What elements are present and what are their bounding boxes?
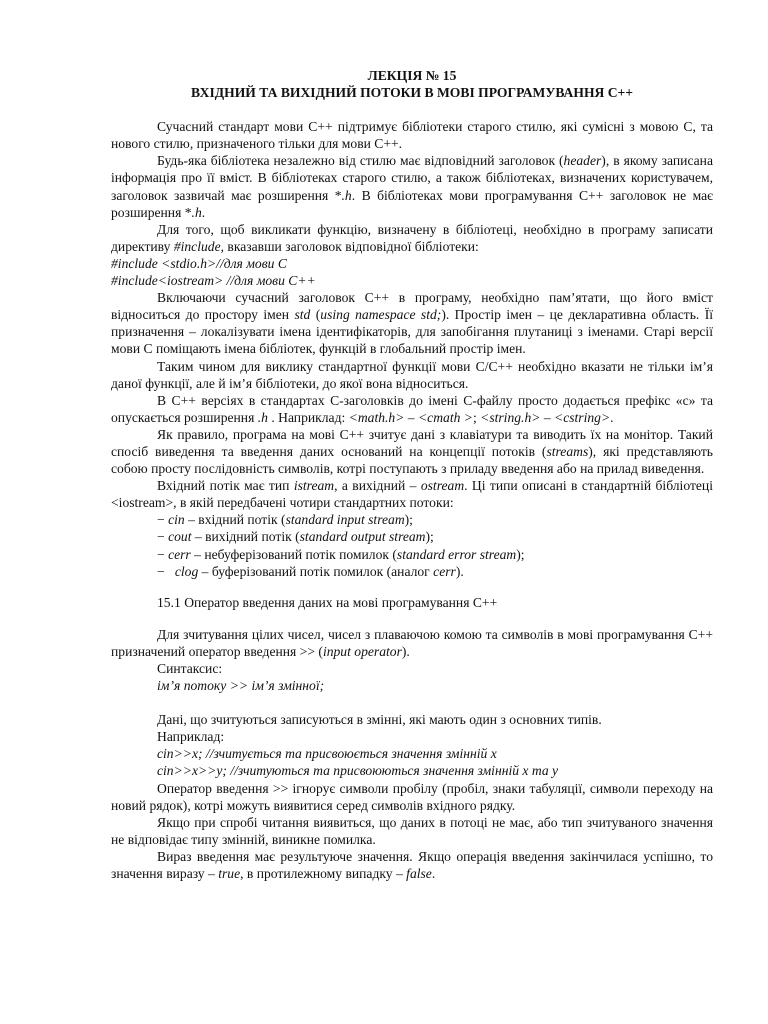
paragraph-11: Оператор введення >> ігнорує символи пробілу (пробіл, знаки табуляції, символи переходу на новий рядок), котрі можуть виявитися серед символів вхідного рядку. — [111, 780, 713, 813]
paragraph-8: Вхідний потік має тип istream, а вихідний – ostream. Ці типи описані в стандартній бібліотеці <iostream>, в якій передбачені чотири стандартних потоки: — [111, 478, 713, 511]
syntax-line: ім’я потоку >> ім’я змінної; — [157, 678, 325, 694]
lecture-number: ЛЕКЦІЯ № 15 — [367, 68, 457, 83]
example-line-1: cin>>x; //зчитується та присвоюється значення змінній x — [157, 746, 497, 762]
document-page — [111, 67, 713, 882]
paragraph-3: Для того, щоб викликати функцію, визначену в бібліотеці, необхідно в програму записати директиву #include, вказавши заголовок відповідної бібліотеки: — [111, 221, 713, 254]
list-item-cerr: − cerr – небуферізований потік помилок (standard error stream); — [157, 546, 525, 562]
paragraph-4: Включаючи сучасний заголовок С++ в програму, необхідно пам’ятати, що його вміст відноситься до простору імен std (using namespace std;). Простір імен – це декларативна область. Її призначення – локалізувати імена ідентифікаторів, для запобігання плутаниці з іменами. Старі версії мови С поміщають імена бібліотек, функцій в глобальний простір імен. — [111, 290, 713, 357]
paragraph-7: Як правило, програма на мові С++ зчитує дані з клавіатури та виводить їх на монітор. Такий спосіб виведення та введення даних оснований на концепції потоків (streams), які представляють собою просту послідовність символів, котрі поступають з приладу введення або на прилад виведення. — [111, 426, 713, 477]
paragraph-12: Якщо при спробі читання виявиться, що даних в потоці не має, або тип зчитуваного значення не відповідає типу змінній, виникне помилка. — [111, 814, 713, 847]
list-item-cout: − cout – вихідний потік (standard output stream); — [157, 529, 434, 545]
paragraph-1: Сучасний стандарт мови С++ підтримує бібліотеки старого стилю, які сумісні з мовою С, та нового стилю, призначеного тільки для мови С++. — [111, 119, 713, 152]
paragraph-2: Будь-яка бібліотека незалежно від стилю має відповідний заголовок (header), в якому записана інформація про її вміст. В бібліотеках старого стилю, а також бібліотеках, визначених користувачем, заголовок зазвичай має розширення *.h. В бібліотеках мови програмування С++ заголовок не має розширення *.h. — [111, 153, 713, 220]
paragraph-9: Для зчитування цілих чисел, чисел з плаваючою комою та символів в мові програмування С++ призначений оператор введення >> (input operator). — [111, 626, 713, 659]
example-line-2: cin>>x>>y; //зчитуються та присвоюються значення змінній x та y — [157, 763, 559, 779]
paragraph-10: Дані, що зчитуються записуються в змінні, які мають один з основних типів. — [157, 712, 602, 728]
code-line-1: #include <stdio.h>//для мови С — [111, 255, 287, 271]
paragraph-5: Таким чином для виклику стандартної функції мови С/С++ необхідно вказати не тільки ім’я даної функції, але й ім’я бібліотеки, до якої вона відноситься. — [111, 358, 713, 391]
spacer — [111, 694, 713, 711]
paragraph-13: Вираз введення має результуюче значення. Якщо операція введення закінчилася успішно, то значення виразу – true, в протилежному випадку – false. — [111, 848, 713, 882]
list-item-cin: − cin – вхідний потік (standard input stream); — [157, 512, 413, 528]
section-heading: 15.1 Оператор введення даних на мові програмування С++ — [157, 594, 498, 610]
list-item-clog: − clog – буферізований потік помилок (аналог cerr). — [157, 563, 464, 579]
lecture-title: ВХІДНИЙ ТА ВИХІДНИЙ ПОТОКИ В МОВІ ПРОГРАМУВАННЯ С++ — [190, 85, 634, 101]
code-line-2: #include<iostream> //для мови С++ — [111, 273, 316, 289]
syntax-label: Синтаксис: — [157, 661, 223, 676]
paragraph-6: В С++ версіях в стандартах С-заголовків до імені С-файлу просто додається префікс «с» та опускається розширення .h . Наприклад: <math.h> – <cmath >; <string.h> – <cstring>. — [111, 392, 713, 425]
example-label: Наприклад: — [157, 729, 225, 745]
